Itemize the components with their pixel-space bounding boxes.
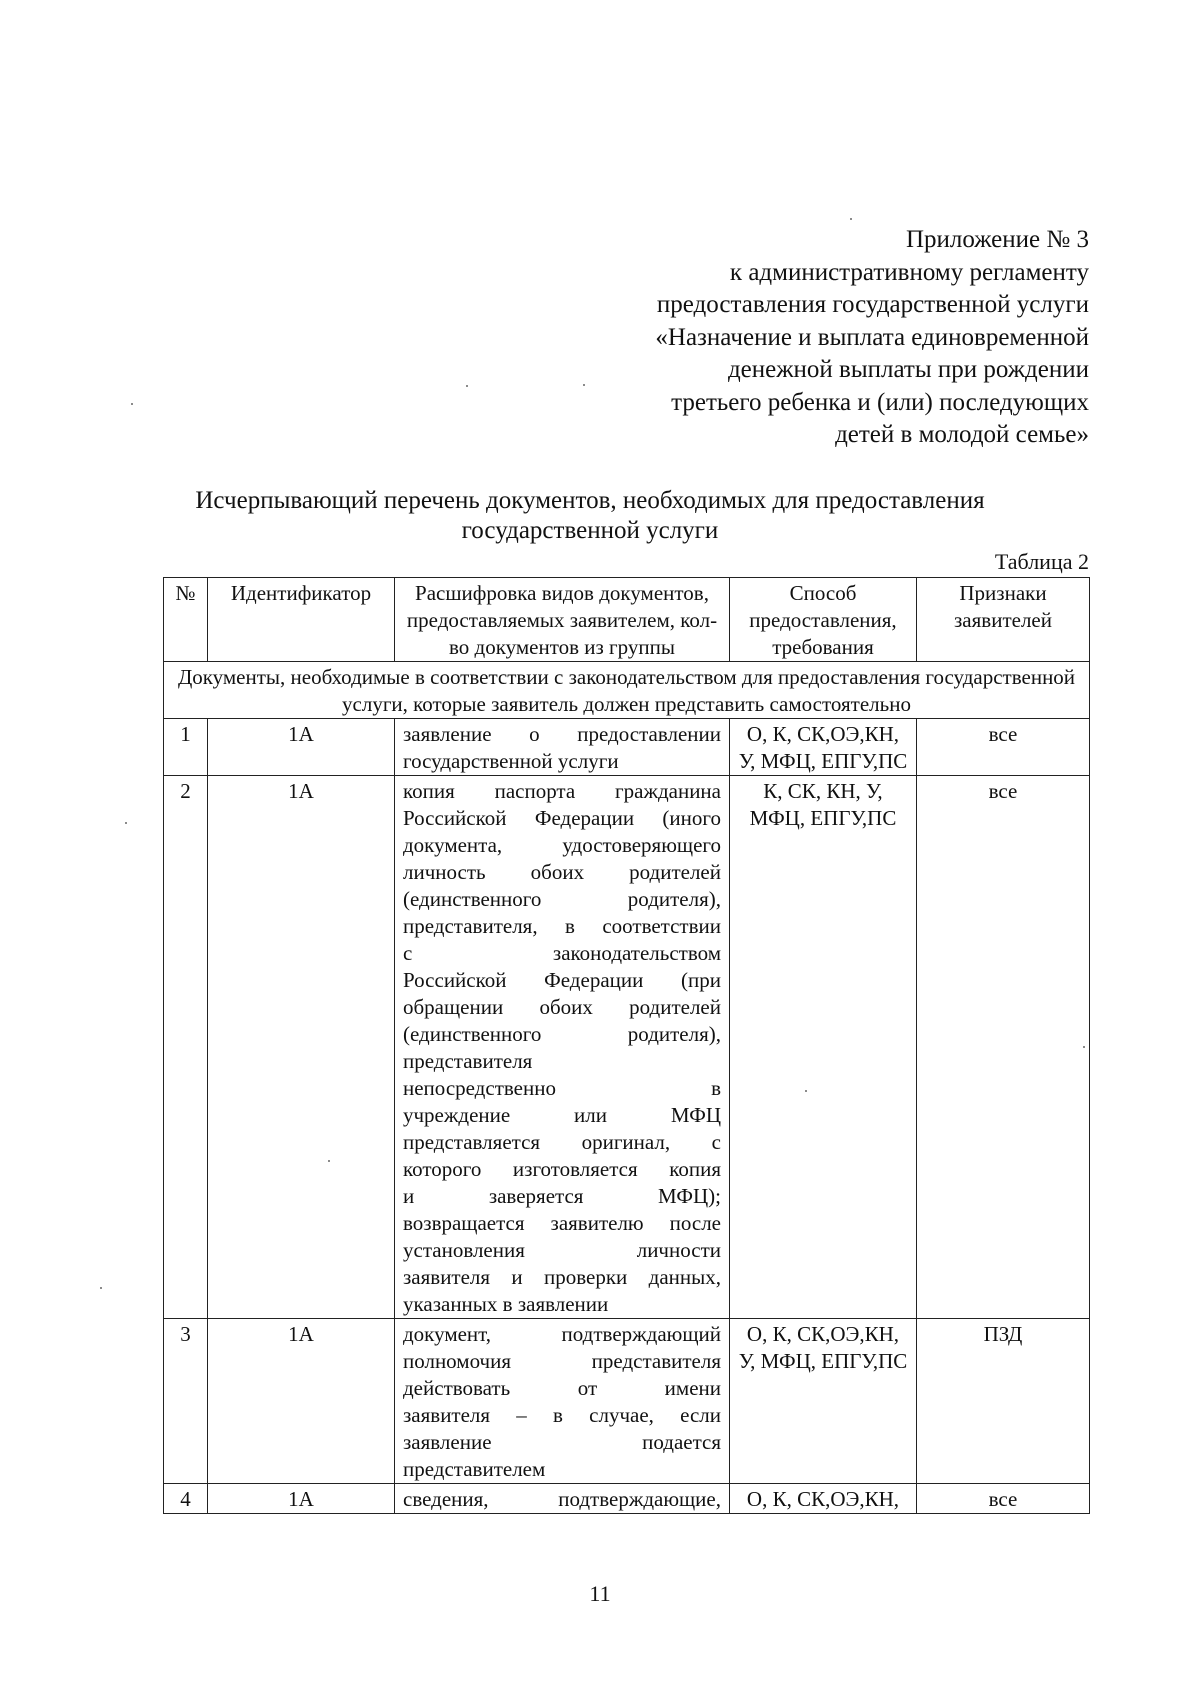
- cell-description: [395, 719, 730, 776]
- cell-applicant-signs: все: [917, 719, 1090, 776]
- cell-description: [395, 1319, 730, 1484]
- appendix-heading: [655, 224, 1089, 452]
- section-title: Документы, необходимые в соответствии с законодательством для предоставления государственной услуги, которые заявитель должен представить самостоятельно: [164, 662, 1090, 719]
- cell-description: [395, 1484, 730, 1514]
- scan-speck: [466, 385, 468, 387]
- description-line: представителя: [403, 1049, 533, 1073]
- appendix-line: «Назначение и выплата единовременной: [655, 323, 1089, 351]
- scan-speck: [100, 1287, 102, 1289]
- description-line: (единственного родителя),: [403, 887, 721, 911]
- table-caption: Таблица 2: [994, 549, 1089, 574]
- scan-speck: [850, 218, 852, 220]
- description-line: с законодательством: [403, 941, 721, 965]
- cell-number: 3: [164, 1319, 208, 1484]
- scan-speck: [125, 822, 127, 824]
- scan-speck: [131, 403, 133, 405]
- description-line: государственной услуги: [403, 749, 619, 773]
- document-title-line: Исчерпывающий перечень документов, необходимых для предоставления: [195, 487, 985, 514]
- description-line: указанных в заявлении: [403, 1292, 609, 1316]
- description-line: представляется оригинал, с: [403, 1130, 721, 1154]
- documents-table: [163, 577, 1090, 1514]
- description-line: полномочия представителя: [403, 1349, 721, 1373]
- scan-speck: [328, 1160, 330, 1162]
- document-title: [140, 486, 1040, 546]
- appendix-line: к административному регламенту: [729, 258, 1089, 286]
- description-line: личность обоих родителей: [403, 860, 721, 884]
- header-identifier: Идентификатор: [208, 578, 395, 662]
- description-line: учреждение или МФЦ: [403, 1103, 721, 1127]
- description-line: заявление о предоставлении: [403, 722, 721, 746]
- table-header-row: [164, 578, 1090, 662]
- description-line: Российской Федерации (иного: [403, 806, 721, 830]
- description-line: сведения, подтверждающие,: [403, 1487, 721, 1511]
- description-line: заявление подается: [403, 1430, 721, 1454]
- description-line: действовать от имени: [403, 1376, 721, 1400]
- cell-method: К, СК, КН, У, МФЦ, ЕПГУ,ПС: [730, 776, 917, 1319]
- section-row: [164, 662, 1090, 719]
- cell-number: 1: [164, 719, 208, 776]
- appendix-line: предоставления государственной услуги: [656, 291, 1089, 318]
- cell-number: 4: [164, 1484, 208, 1514]
- table-row: [164, 719, 1090, 776]
- description-line: непосредственно в: [403, 1076, 721, 1100]
- cell-identifier: 1А: [208, 776, 395, 1319]
- scan-speck: [1083, 1046, 1085, 1048]
- cell-description: [395, 776, 730, 1319]
- description-line: и заверяется МФЦ);: [403, 1184, 721, 1208]
- page-number: 11: [589, 1581, 611, 1606]
- description-line: установления личности: [403, 1238, 721, 1262]
- appendix-line: детей в молодой семье»: [835, 421, 1089, 448]
- description-line: (единственного родителя),: [403, 1022, 721, 1046]
- header-method: Способ предоставления, требования: [730, 578, 917, 662]
- table-row: [164, 776, 1090, 1319]
- cell-applicant-signs: все: [917, 1484, 1090, 1514]
- appendix-line: денежной выплаты при рождении: [727, 356, 1089, 383]
- description-line: Российской Федерации (при: [403, 968, 721, 992]
- appendix-line: третьего ребенка и (или) последующих: [671, 388, 1089, 416]
- description-line: документа, удостоверяющего: [403, 833, 721, 857]
- cell-identifier: 1А: [208, 719, 395, 776]
- cell-applicant-signs: все: [917, 776, 1090, 1319]
- cell-method: О, К, СК,ОЭ,КН, У, МФЦ, ЕПГУ,ПС: [730, 1319, 917, 1484]
- description-line: заявителя и проверки данных,: [403, 1265, 721, 1289]
- scan-speck: [583, 384, 585, 386]
- description-line: возвращается заявителю после: [403, 1211, 721, 1235]
- cell-method: О, К, СК,ОЭ,КН,: [730, 1484, 917, 1514]
- cell-number: 2: [164, 776, 208, 1319]
- appendix-line: Приложение № 3: [905, 226, 1089, 253]
- header-number: №: [164, 578, 208, 662]
- header-applicant-signs: Признаки заявителей: [917, 578, 1090, 662]
- description-line: которого изготовляется копия: [403, 1157, 721, 1181]
- description-line: представителем: [403, 1457, 546, 1481]
- cell-identifier: 1А: [208, 1484, 395, 1514]
- scan-speck: [805, 1090, 807, 1092]
- description-line: представителя, в соответствии: [403, 914, 721, 938]
- cell-method: О, К, СК,ОЭ,КН, У, МФЦ, ЕПГУ,ПС: [730, 719, 917, 776]
- header-description: Расшифровка видов документов, предоставляемых заявителем, кол-во документов из группы: [395, 578, 730, 662]
- table-row: [164, 1484, 1090, 1514]
- cell-applicant-signs: ПЗД: [917, 1319, 1090, 1484]
- cell-identifier: 1А: [208, 1319, 395, 1484]
- description-line: документ, подтверждающий: [403, 1322, 721, 1346]
- table-row: [164, 1319, 1090, 1484]
- description-line: копия паспорта гражданина: [403, 779, 721, 803]
- document-title-line: государственной услуги: [461, 517, 719, 544]
- description-line: заявителя – в случае, если: [403, 1403, 721, 1427]
- description-line: обращении обоих родителей: [403, 995, 721, 1019]
